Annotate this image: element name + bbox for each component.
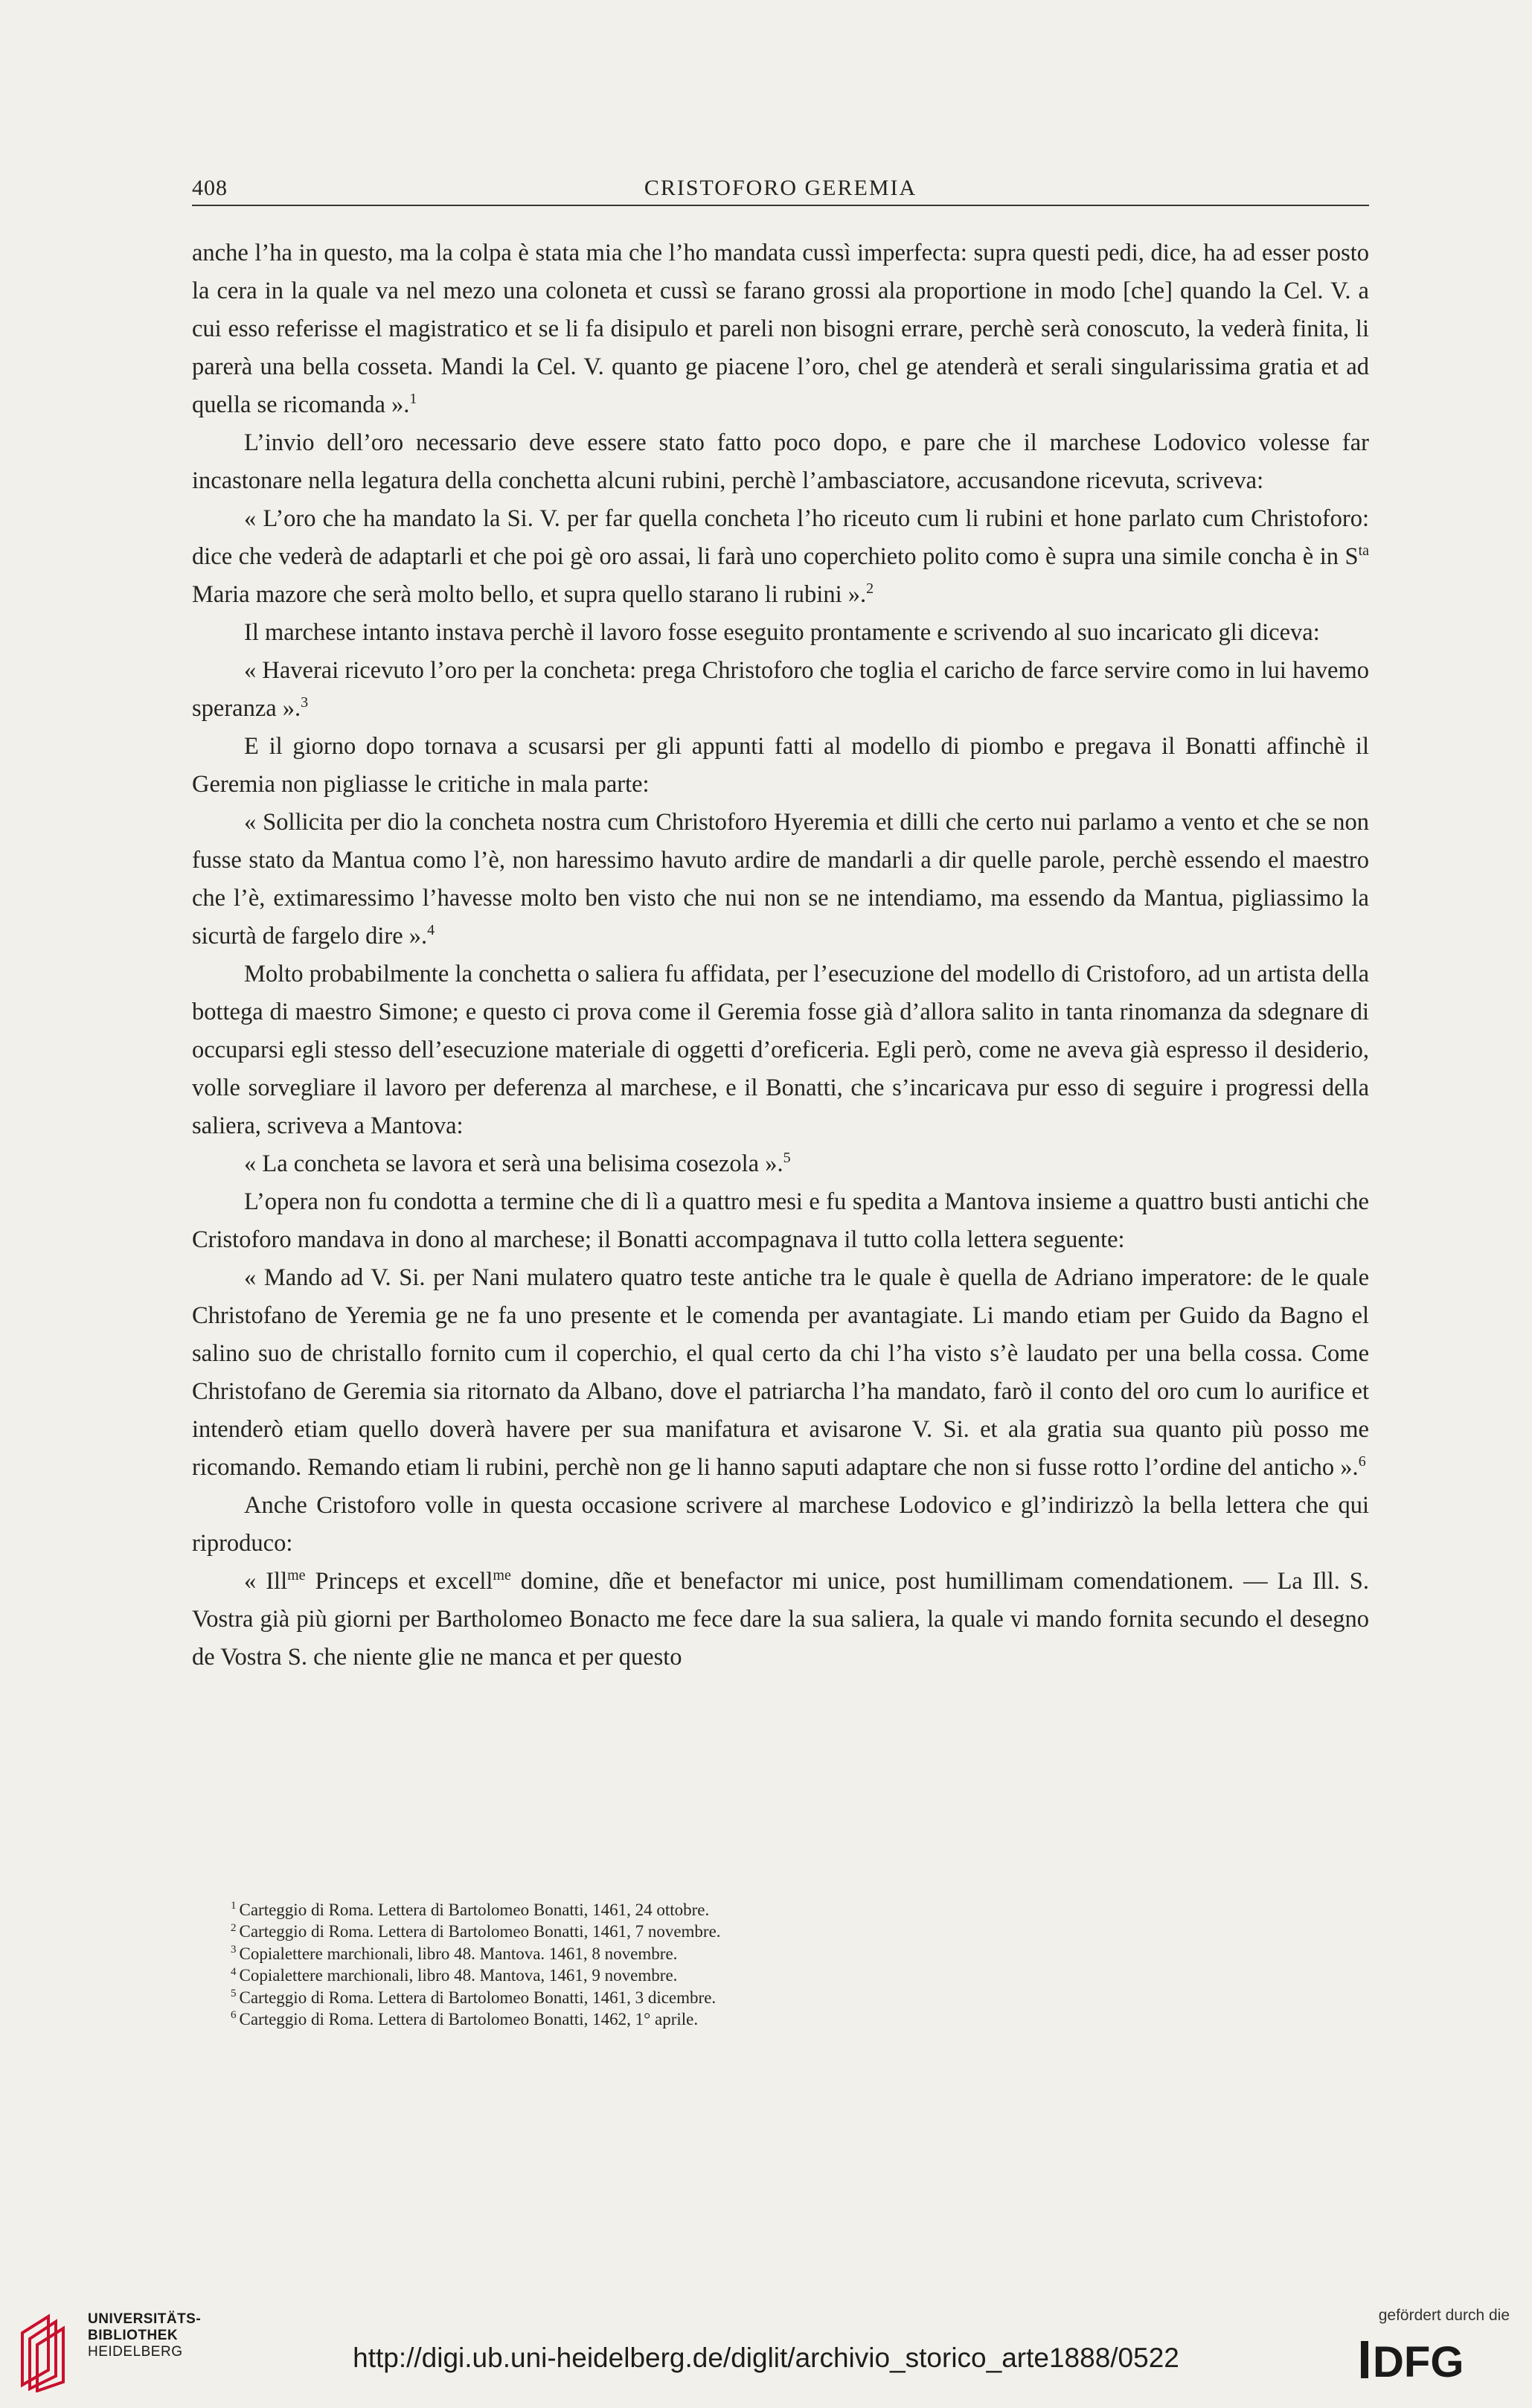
footnote-number: 6 xyxy=(231,2009,237,2022)
abbrev-sup: me xyxy=(493,1567,511,1584)
footnote xyxy=(231,2008,1347,2030)
footnote xyxy=(231,1921,1347,1942)
paragraph xyxy=(192,1487,1369,1563)
abbrev: S xyxy=(1344,543,1359,570)
paragraph-text: domine, dñe et benefactor mi unice, post humillimam comendationem. — La Ill. S. Vostra già più giorni per Bartholomeo Bonacto me fece dare la sua saliera, la quale vi mando fornita secundo el desegno de Vostra S. che niente glie ne manca et per questo xyxy=(192,1568,1369,1671)
paragraph-text: L’invio dell’oro necessario deve essere stato fatto poco dopo, e pare che il marchese Lodovico volesse far incastonare nella legatura della conchetta alcuni rubini, perchè l’ambasciatore, accusandone ricevuta, scriveva: xyxy=(192,429,1369,494)
header-rule xyxy=(192,205,1369,206)
footnotes xyxy=(231,1899,1347,2030)
paragraph-text: « L’oro che ha mandato la Si. V. per far quella concheta l’ho riceuto cum li rubini et hone parlato cum Christoforo: dice che vederà de adaptarli et che poi gè oro assai, li farà uno coperchieto polito como è supra una simile concha è in xyxy=(192,505,1369,570)
footnote-text: Carteggio di Roma. Lettera di Bartolomeo Bonatti, 1461, 7 novembre. xyxy=(239,1922,721,1941)
footnote xyxy=(231,1899,1347,1921)
paragraph-text: Princeps et excell xyxy=(305,1568,493,1595)
funding-credit xyxy=(1361,2307,1510,2383)
footnote-text: Carteggio di Roma. Lettera di Bartolomeo Bonatti, 1462, 1° aprile. xyxy=(239,2010,699,2029)
footnote-number: 5 xyxy=(231,1987,237,1999)
running-title: CRISTOFORO GEREMIA xyxy=(644,176,917,200)
paragraph xyxy=(192,804,1369,955)
permalink-url[interactable]: http://digi.ub.uni-heidelberg.de/diglit/archivio_storico_arte1888/0522 xyxy=(353,2343,1179,2373)
funded-by-text: gefördert durch die xyxy=(1378,2307,1510,2324)
footnote-text: Copialettere marchionali, libro 48. Mantova. 1461, 8 novembre. xyxy=(239,1944,678,1963)
paragraph-text: anche l’ha in questo, ma la colpa è stata mia che l’ho mandata cussì imperfecta: supra questi pedi, dice, ha ad esser posto la cera in la quale va nel mezo una coloneta et cussì se farano grossi ala proportione in modo [che] quando la Cel. V. a cui esso referisse el magistratico et se li fa disipulo et pareli non bisogni errare, perchè serà conoscuto, la vederà finita, li parerà una bella cosseta. Mandi la Cel. V. quanto ge piacene l’oro, chel ge atenderà et serali singularissima gratia et ad quella se ricomanda ». xyxy=(192,240,1369,418)
paragraph xyxy=(192,1145,1369,1183)
footnote-ref[interactable]: 3 xyxy=(301,694,309,711)
footnote xyxy=(231,1964,1347,1986)
paragraph xyxy=(192,728,1369,804)
paragraph xyxy=(192,1259,1369,1487)
dfg-logo-text: DFG xyxy=(1373,2338,1464,2383)
footnote-number: 2 xyxy=(231,1921,237,1934)
paragraph-text: L’opera non fu condotta a termine che di lì a quattro mesi e fu spedita a Mantova insieme a quattro busti antichi che Cristoforo mandava in dono al marchese; il Bonatti accompagnava il tutto colla lettera seguente: xyxy=(192,1188,1369,1253)
paragraph-text: Maria mazore che serà molto bello, et supra quello starano li rubini ». xyxy=(192,581,867,608)
footnote-ref[interactable]: 1 xyxy=(409,391,417,408)
paragraph-text: E il giorno dopo tornava a scusarsi per gli appunti fatti al modello di piombo e pregava il Bonatti affinchè il Geremia non pigliasse le critiche in mala parte: xyxy=(192,733,1369,798)
footnote-ref[interactable]: 4 xyxy=(427,922,435,939)
library-name-line: UNIVERSITÄTS- xyxy=(88,2311,202,2327)
paragraph-text: « Haverai ricevuto l’oro per la concheta: prega Christoforo che toglia el caricho de farce servire como in lui havemo speranza ». xyxy=(192,657,1369,722)
footnote-ref[interactable]: 5 xyxy=(783,1150,791,1167)
footnote xyxy=(231,1987,1347,2008)
paragraph-text: Il marchese intanto instava perchè il lavoro fosse eseguito prontamente e scrivendo al suo incaricato gli diceva: xyxy=(244,619,1320,646)
footnote-number: 3 xyxy=(231,1944,237,1956)
paragraph xyxy=(192,1563,1369,1677)
footnote-text: Copialettere marchionali, libro 48. Mantova, 1461, 9 novembre. xyxy=(239,1966,678,1985)
paragraph xyxy=(192,652,1369,728)
paragraph xyxy=(192,614,1369,652)
body-text xyxy=(192,234,1369,1677)
abbrev-sup: ta xyxy=(1358,542,1370,560)
paragraph xyxy=(192,955,1369,1145)
paragraph-text: Molto probabilmente la conchetta o saliera fu affidata, per l’esecuzione del modello di Cristoforo, ad un artista della bottega di maestro Simone; e questo ci prova come il Geremia fosse già d’allora salito in tanta rinomanza da sdegnare di occuparsi egli stesso dell’esecuzione materiale di oggetti d’oreficeria. Egli però, come ne aveva già espresso il desiderio, volle sorvegliare il lavoro per deferenza al marchese, e il Bonatti, che s’incaricava pur esso di seguire i progressi della saliera, scriveva a Mantova: xyxy=(192,961,1369,1139)
footnote-ref[interactable]: 6 xyxy=(1358,1453,1366,1470)
library-name-line: HEIDELBERG xyxy=(88,2344,183,2360)
abbrev-sup: me xyxy=(287,1567,306,1584)
paragraph-text: « Mando ad V. Si. per Nani mulatero quatro teste antiche tra le quale è quella de Adriano imperatore: de le quale Christofano de Yeremia ge ne fa uno presente et le comenda per avantagiate. Li mando etiam per Guido da Bagno el salino suo de christallo fornito cum il coperchio, el qual certo da chi l’ha visto s’è laudato per una bella cossa. Come Christofano de Geremia sia ritornato da Albano, dove el patriarcha l’ha mandato, farò il conto del oro cum lo aurifice et intenderò etiam quello doverà havere per sua manifatura et avisarone V. Si. et ala gratia sua quanto più posso me ricomando. Remando etiam li rubini, perchè non ge li hanno saputi adaptare che non si fusse rotto l’ordine del anticho ». xyxy=(192,1264,1369,1481)
footnote-ref[interactable]: 2 xyxy=(866,580,874,598)
footnote-text: Carteggio di Roma. Lettera di Bartolomeo Bonatti, 1461, 3 dicembre. xyxy=(239,1988,717,2007)
paragraph-text: Anche Cristoforo volle in questa occasione scrivere al marchese Lodovico e gl’indirizzò la bella lettera che qui riproduco: xyxy=(192,1492,1369,1557)
page-number: 408 xyxy=(192,176,228,200)
footer xyxy=(0,2277,1532,2408)
paragraph-text: « Sollicita per dio la concheta nostra cum Christoforo Hyeremia et dilli che certo nui parlamo a vento et che se non fusse stato da Mantua como l’è, non haressimo havuto ardire de mandarli a dir quelle parole, perchè essendo el maestro che l’è, extimaressimo l’havesse molto ben visto che nui non se ne intendiamo, ma essendo da Mantua, pigliassimo la sicurtà de fargelo dire ». xyxy=(192,809,1369,950)
page-header xyxy=(192,165,1369,207)
paragraph-text: « La concheta se lavora et serà una belisima cosezola ». xyxy=(244,1150,783,1177)
footnote-number: 1 xyxy=(231,1900,237,1912)
paragraph xyxy=(192,500,1369,614)
library-name-line: BIBLIOTHEK xyxy=(88,2328,179,2343)
footnote-number: 4 xyxy=(231,1965,237,1978)
paragraph xyxy=(192,234,1369,424)
footnote-text: Carteggio di Roma. Lettera di Bartolomeo Bonatti, 1461, 24 ottobre. xyxy=(239,1901,710,1919)
footnote xyxy=(231,1943,1347,1964)
paragraph-text: « Ill xyxy=(244,1568,288,1595)
paragraph xyxy=(192,424,1369,500)
paragraph xyxy=(192,1183,1369,1259)
dfg-logo-icon xyxy=(1361,2337,1510,2383)
